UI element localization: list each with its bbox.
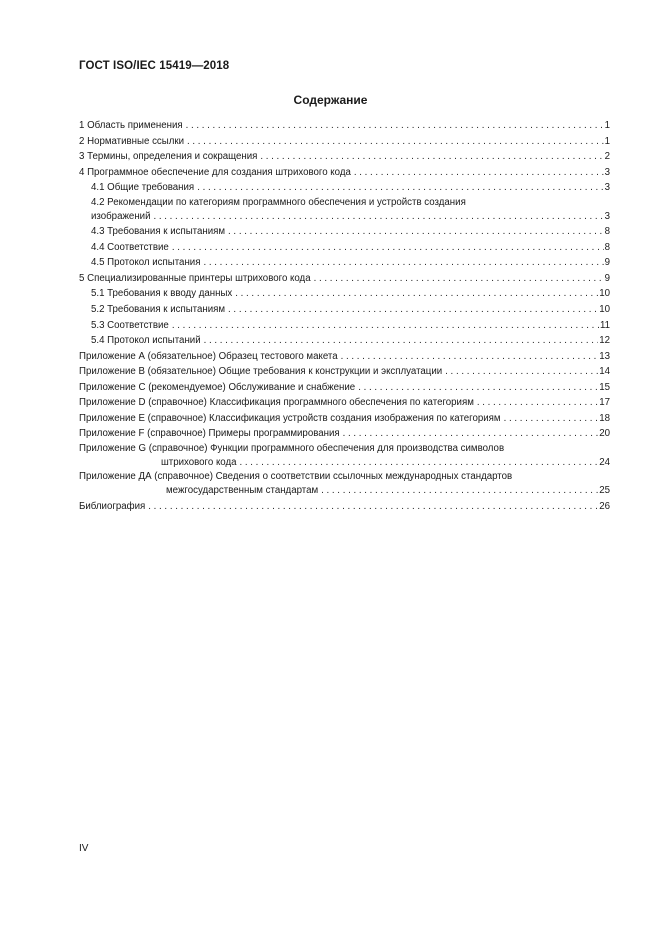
toc-entry [79,426,610,442]
toc-entry [79,364,610,380]
toc-entry-page: 24 [599,456,610,468]
toc-title: Содержание [293,93,368,107]
toc-entry-page: 15 [599,381,610,393]
toc-entry-text: 5.4 Протокол испытаний [91,335,201,347]
toc-entry-text: 4.5 Протокол испытания [91,257,201,269]
dot-leader [321,484,598,499]
toc-entry-page: 2 [604,151,610,163]
dot-leader [154,210,604,225]
toc-entry [79,165,610,181]
dot-leader [477,395,598,411]
table-of-contents [79,118,610,514]
dot-leader [445,364,598,380]
dot-leader [148,499,598,515]
dot-leader [197,180,603,196]
toc-entry-text: 5.3 Соответствие [91,319,169,331]
toc-entry-page: 8 [604,241,610,253]
dot-leader [203,255,603,271]
dot-leader [228,224,604,240]
toc-entry-page: 12 [599,335,610,347]
toc-entry [79,240,610,256]
toc-entry-text: 5 Специализированные принтеры штрихового кода [79,272,311,284]
dot-leader [172,318,599,334]
toc-entry [79,118,610,134]
toc-entry-page: 17 [599,397,610,409]
toc-entry [79,302,610,318]
toc-entry [79,442,610,471]
dot-leader [504,411,599,427]
toc-entry-text: Приложение В (обязательное) Общие требования к конструкции и эксплуатации [79,366,443,378]
toc-entry [79,395,610,411]
toc-entry-text: Приложение F (справочное) Примеры программирования [79,428,340,440]
toc-entry-text: Приложение D (справочное) Классификация программного обеспечения по категориям [79,397,474,409]
dot-leader [341,349,599,365]
toc-entry [79,333,610,349]
toc-entry-page: 3 [604,166,610,178]
toc-entry-text: 5.1 Требования к вводу данных [91,288,233,300]
toc-entry-page: 1 [604,135,610,147]
toc-entry-text: 4.2 Рекомендации по категориям программного обеспечения и устройств создания [91,196,466,208]
toc-entry-text-continued: межгосударственным стандартам [166,485,319,497]
toc-entry-text: Приложение ДА (справочное) Сведения о соответствии ссылочных международных стандартов [79,471,513,483]
toc-entry-page: 3 [604,182,610,194]
toc-entry-text: Приложение Е (справочное) Классификация устройств создания изображения по категориям [79,412,501,424]
toc-entry-page: 10 [599,288,610,300]
toc-entry-page: 8 [604,226,610,238]
toc-entry-text: Библиография [79,500,146,512]
toc-entry [79,149,610,165]
toc-entry-text: 1 Область применения [79,120,183,131]
toc-entry-text: 4.4 Соответствие [91,241,169,253]
toc-entry [79,470,610,499]
toc-entry [79,180,610,196]
dot-leader [314,271,604,287]
toc-entry-page: 26 [599,500,610,512]
dot-leader [343,426,599,442]
toc-entry-page: 10 [599,303,610,315]
toc-entry-text: 4 Программное обеспечение для создания штрихового кода [79,166,351,178]
toc-entry [79,255,610,271]
dot-leader [172,240,604,256]
toc-entry [79,318,610,334]
toc-entry [79,411,610,427]
toc-entry-text: 3 Термины, определения и сокращения [79,151,258,163]
page-header: ГОСТ ISO/IEC 15419—2018 [79,60,230,72]
toc-entry [79,224,610,240]
toc-entry-text: 5.2 Требования к испытаниям [91,303,226,315]
toc-entry-text: Приложение G (справочное) Функции программного обеспечения для производства символов [79,442,505,454]
toc-entry-page: 13 [599,350,610,362]
toc-entry-page: 1 [604,120,610,131]
toc-entry-text-continued: штрихового кода [161,456,237,468]
page-number: IV [79,843,89,854]
toc-entry-text: Приложение С (рекомендуемое) Обслуживание и снабжение [79,381,356,393]
toc-entry-page: 11 [599,319,610,331]
toc-entry-page: 18 [599,412,610,424]
toc-entry-page: 25 [599,485,610,497]
dot-leader [228,302,598,318]
toc-entry-page: 20 [599,428,610,440]
toc-entry [79,271,610,287]
toc-entry-text: Приложение А (обязательное) Образец тестового макета [79,350,338,362]
toc-entry-page: 14 [599,366,610,378]
dot-leader [235,286,598,302]
toc-entry [79,380,610,396]
toc-entry [79,196,610,225]
dot-leader [354,165,604,181]
dot-leader [260,149,603,165]
dot-leader [186,118,604,134]
toc-entry-page: 3 [604,210,610,222]
toc-entry-text-continued: изображений [91,210,151,222]
toc-entry-page: 9 [604,272,610,284]
toc-entry [79,134,610,150]
toc-entry [79,349,610,365]
dot-leader [358,380,598,396]
dot-leader [240,456,599,471]
dot-leader [204,333,599,349]
toc-entry-text: 4.3 Требования к испытаниям [91,226,226,238]
toc-entry-text: 2 Нормативные ссылки [79,135,185,147]
toc-entry-page: 9 [604,257,610,269]
dot-leader [187,134,604,150]
toc-entry [79,286,610,302]
toc-entry [79,499,610,515]
toc-entry-text: 4.1 Общие требования [91,182,195,194]
